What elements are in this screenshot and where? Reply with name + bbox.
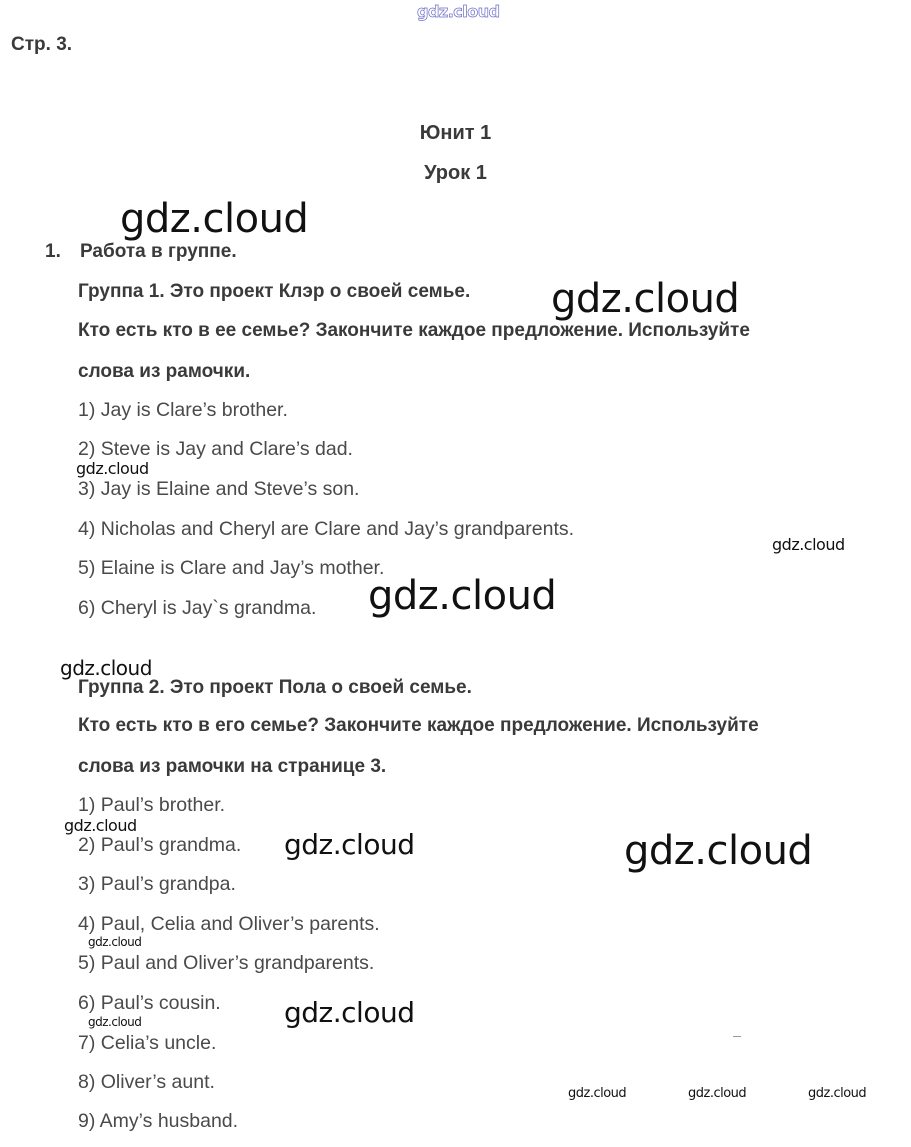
group1-intro: Группа 1. Это проект Клэр о своей семье. bbox=[78, 281, 471, 302]
watermark-tiny: gdz.cloud bbox=[808, 1086, 867, 1101]
watermark-tiny: gdz.cloud bbox=[88, 935, 142, 949]
watermark-large: gdz.cloud bbox=[368, 573, 557, 619]
watermark-small: gdz.cloud bbox=[64, 816, 137, 835]
group1-answer-3: 3) Jay is Elaine and Steve’s son. bbox=[78, 478, 360, 500]
task-number: 1. bbox=[45, 241, 61, 262]
watermark-small: gdz.cloud bbox=[76, 459, 149, 478]
group2-answer-6: 6) Paul’s cousin. bbox=[78, 992, 221, 1014]
page-label: Стр. 3. bbox=[11, 34, 73, 55]
watermark-large: gdz.cloud bbox=[120, 196, 309, 242]
task-title: Работа в группе. bbox=[80, 241, 237, 262]
group1-instruction-line1: Кто есть кто в ее семье? Закончите каждое предложение. Используйте bbox=[78, 320, 750, 341]
group1-answer-1: 1) Jay is Clare’s brother. bbox=[78, 399, 288, 421]
group2-answer-2: 2) Paul’s grandma. bbox=[78, 834, 242, 856]
group2-answer-8: 8) Oliver’s aunt. bbox=[78, 1071, 215, 1093]
watermark-small: gdz.cloud bbox=[60, 656, 152, 680]
group2-instruction-line2: слова из рамочки на странице 3. bbox=[78, 756, 387, 777]
group1-instruction-line2: слова из рамочки. bbox=[78, 361, 251, 382]
watermark-medium: gdz.cloud bbox=[284, 828, 415, 861]
watermark-medium: gdz.cloud bbox=[284, 996, 415, 1029]
group2-instruction-line1: Кто есть кто в его семье? Закончите каждое предложение. Используйте bbox=[78, 715, 759, 736]
group2-answer-5: 5) Paul and Oliver’s grandparents. bbox=[78, 952, 375, 974]
watermark-small: gdz.cloud bbox=[772, 535, 845, 554]
stray-mark bbox=[733, 1036, 741, 1037]
group2-answer-1: 1) Paul’s brother. bbox=[78, 794, 226, 816]
group2-answer-4: 4) Paul, Celia and Oliver’s parents. bbox=[78, 913, 380, 935]
group1-answer-4: 4) Nicholas and Cheryl are Clare and Jay’s grandparents. bbox=[78, 518, 575, 540]
group2-intro: Группа 2. Это проект Пола о своей семье. bbox=[78, 677, 472, 698]
watermark-large: gdz.cloud bbox=[624, 828, 813, 874]
group1-answer-2: 2) Steve is Jay and Clare’s dad. bbox=[78, 438, 353, 460]
unit-heading: Юнит 1 bbox=[419, 122, 492, 144]
watermark-large: gdz.cloud bbox=[551, 276, 740, 322]
watermark-tiny: gdz.cloud bbox=[688, 1086, 747, 1101]
group2-answer-9: 9) Amy’s husband. bbox=[78, 1110, 239, 1132]
watermark-top: gdz.cloud bbox=[417, 2, 500, 21]
lesson-heading: Урок 1 bbox=[424, 162, 487, 184]
watermark-tiny: gdz.cloud bbox=[88, 1015, 142, 1029]
group2-answer-3: 3) Paul’s grandpa. bbox=[78, 873, 236, 895]
watermark-tiny: gdz.cloud bbox=[568, 1086, 627, 1101]
group1-answer-6: 6) Cheryl is Jay`s grandma. bbox=[78, 597, 317, 619]
group2-answer-7: 7) Celia’s uncle. bbox=[78, 1032, 217, 1054]
group1-answer-5: 5) Elaine is Clare and Jay’s mother. bbox=[78, 557, 385, 579]
